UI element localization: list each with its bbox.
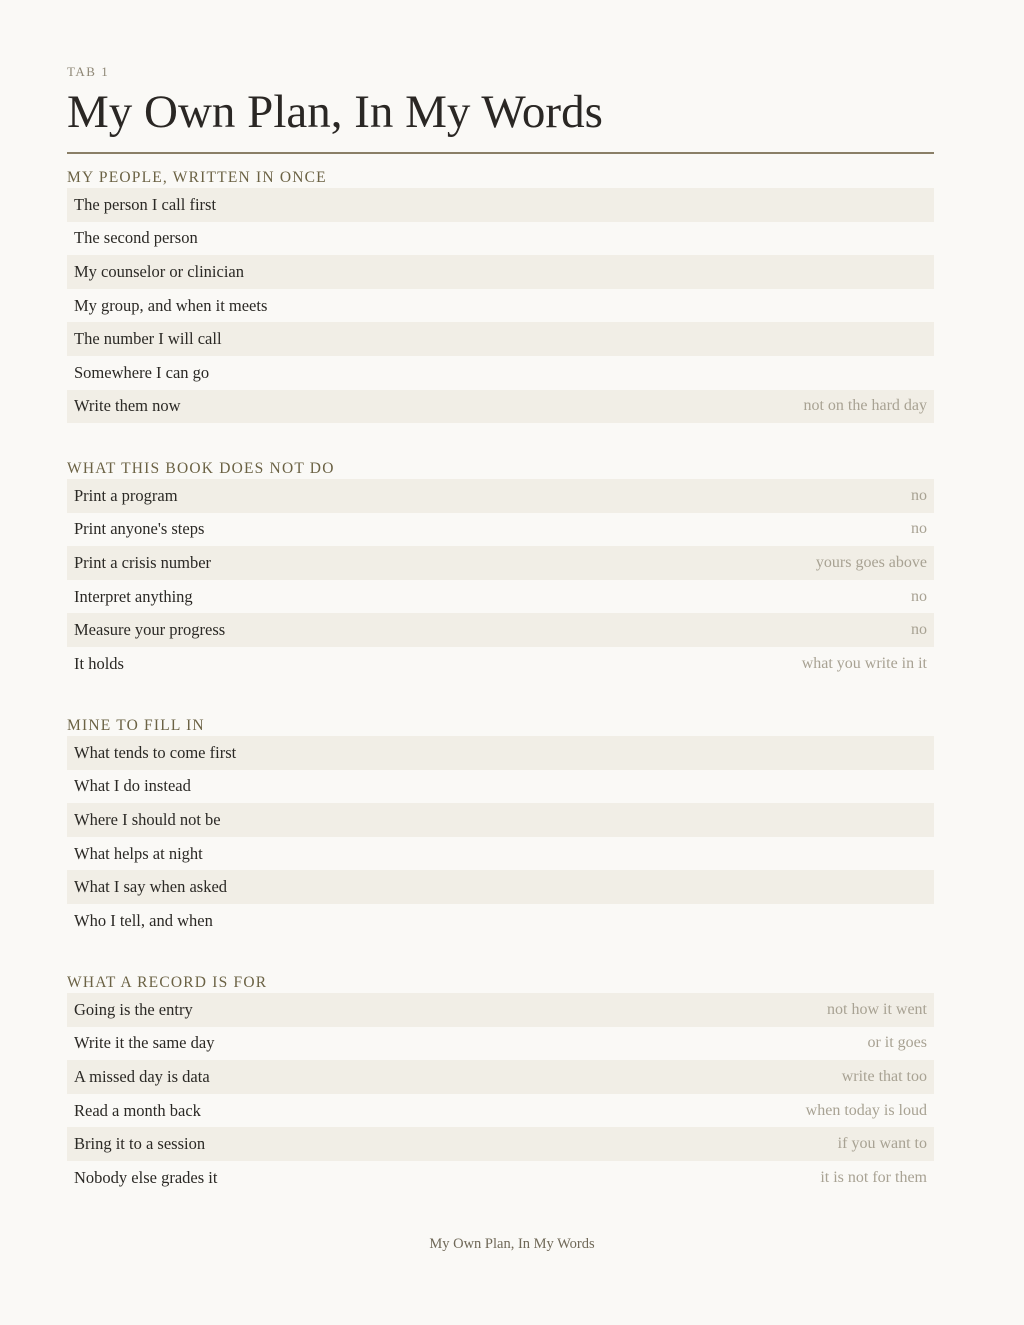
list-item bbox=[67, 904, 934, 938]
row-note: no bbox=[911, 621, 927, 639]
row-label: Nobody else grades it bbox=[74, 1167, 218, 1187]
row-label: What I say when asked bbox=[74, 877, 228, 897]
section-heading: MY PEOPLE, WRITTEN IN ONCE bbox=[67, 169, 327, 186]
list-item bbox=[67, 803, 934, 837]
list-item bbox=[67, 613, 934, 647]
list-item bbox=[67, 255, 934, 289]
row-note: yours goes above bbox=[815, 553, 927, 571]
list-item bbox=[67, 1094, 934, 1128]
row-note: not on the hard day bbox=[803, 397, 927, 415]
section-rows bbox=[67, 993, 934, 1195]
row-label: Write them now bbox=[74, 396, 181, 416]
section-heading: WHAT THIS BOOK DOES NOT DO bbox=[67, 460, 335, 477]
list-item bbox=[67, 289, 934, 323]
page-title: My Own Plan, In My Words bbox=[67, 86, 603, 138]
row-label: A missed day is data bbox=[74, 1066, 210, 1086]
row-label: Print a program bbox=[74, 485, 178, 505]
row-label: What helps at night bbox=[74, 843, 203, 863]
section-heading: MINE TO FILL IN bbox=[67, 717, 205, 734]
row-label: The number I will call bbox=[74, 329, 222, 349]
list-item bbox=[67, 1060, 934, 1094]
row-label: Going is the entry bbox=[74, 999, 193, 1019]
title-divider bbox=[67, 152, 934, 154]
list-item bbox=[67, 580, 934, 614]
list-item bbox=[67, 993, 934, 1027]
row-note: what you write in it bbox=[801, 654, 927, 672]
section-what-a-record-is-for bbox=[67, 973, 934, 1195]
row-label: What tends to come first bbox=[74, 742, 237, 762]
row-label: Print a crisis number bbox=[74, 552, 212, 572]
row-label: The second person bbox=[74, 228, 198, 248]
list-item bbox=[67, 546, 934, 580]
list-item bbox=[67, 513, 934, 547]
list-item bbox=[67, 479, 934, 513]
list-item bbox=[67, 390, 934, 424]
section-mine-to-fill-in bbox=[67, 716, 934, 938]
row-label: The person I call first bbox=[74, 194, 217, 214]
list-item bbox=[67, 647, 934, 681]
row-label: Somewhere I can go bbox=[74, 362, 210, 382]
section-rows bbox=[67, 188, 934, 423]
list-item bbox=[67, 1027, 934, 1061]
row-note: write that too bbox=[841, 1067, 927, 1085]
row-note: no bbox=[911, 520, 927, 538]
row-label: My group, and when it meets bbox=[74, 295, 268, 315]
section-heading: WHAT A RECORD IS FOR bbox=[67, 974, 268, 991]
list-item bbox=[67, 870, 934, 904]
list-item bbox=[67, 1161, 934, 1195]
row-note: when today is loud bbox=[805, 1101, 927, 1119]
row-label: Who I tell, and when bbox=[74, 910, 213, 930]
list-item bbox=[67, 188, 934, 222]
row-label: Where I should not be bbox=[74, 809, 221, 829]
row-label: Interpret anything bbox=[74, 586, 193, 606]
section-rows bbox=[67, 479, 934, 681]
row-label: My counselor or clinician bbox=[74, 261, 244, 281]
row-label: Bring it to a session bbox=[74, 1134, 206, 1154]
list-item bbox=[67, 736, 934, 770]
list-item bbox=[67, 1127, 934, 1161]
row-note: no bbox=[911, 486, 927, 504]
list-item bbox=[67, 356, 934, 390]
list-item bbox=[67, 770, 934, 804]
list-item bbox=[67, 322, 934, 356]
row-note: not how it went bbox=[827, 1000, 927, 1018]
row-note: it is not for them bbox=[820, 1168, 927, 1186]
list-item bbox=[67, 837, 934, 871]
row-label: Read a month back bbox=[74, 1100, 201, 1120]
section-rows bbox=[67, 736, 934, 938]
list-item bbox=[67, 222, 934, 256]
tab-label: TAB 1 bbox=[67, 64, 110, 79]
row-label: Print anyone's steps bbox=[74, 519, 205, 539]
row-label: It holds bbox=[74, 653, 124, 673]
row-note: no bbox=[911, 587, 927, 605]
row-label: What I do instead bbox=[74, 776, 191, 796]
row-note: if you want to bbox=[837, 1135, 927, 1153]
row-note: or it goes bbox=[867, 1034, 927, 1052]
section-my-people bbox=[67, 168, 934, 423]
row-label: Measure your progress bbox=[74, 620, 226, 640]
row-label: Write it the same day bbox=[74, 1033, 215, 1053]
section-book-does-not-do bbox=[67, 459, 934, 681]
page-footer: My Own Plan, In My Words bbox=[429, 1236, 595, 1252]
